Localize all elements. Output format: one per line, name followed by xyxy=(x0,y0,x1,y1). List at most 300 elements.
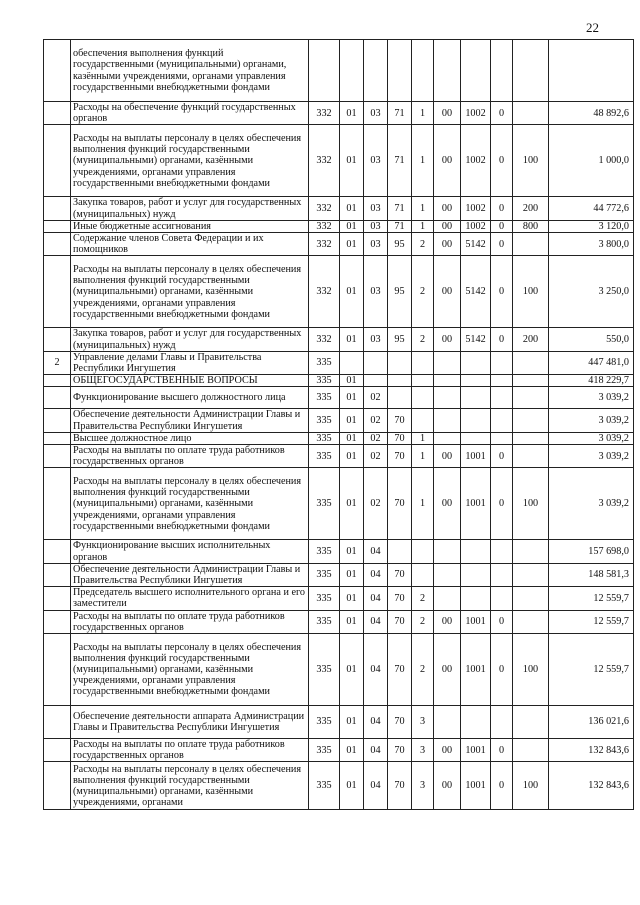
row-code-cell: 332 xyxy=(309,233,340,256)
row-code-cell: 1 xyxy=(412,432,434,444)
row-code-cell: 1 xyxy=(412,125,434,197)
row-code-cell: 70 xyxy=(388,762,412,810)
row-name-cell: Расходы на выплаты персоналу в целях обеспечения выполнения функций государственными (муниципальными) органами, казёнными учреждениями, органами управления государственными внебюджетными фондами xyxy=(71,125,309,197)
row-name-cell: Расходы на выплаты по оплате труда работников государственных органов xyxy=(71,739,309,762)
table-row xyxy=(44,762,634,810)
row-code-cell: 332 xyxy=(309,220,340,232)
row-code-cell xyxy=(513,445,549,468)
row-code-cell xyxy=(513,739,549,762)
row-code-cell: 0 xyxy=(491,739,513,762)
row-code-cell xyxy=(491,375,513,387)
row-index-cell xyxy=(44,125,71,197)
row-code-cell: 1001 xyxy=(461,634,491,706)
row-code-cell: 01 xyxy=(340,328,364,351)
table-row xyxy=(44,220,634,232)
row-code-cell: 1001 xyxy=(461,762,491,810)
row-code-cell: 1001 xyxy=(461,610,491,633)
row-index-cell xyxy=(44,540,71,563)
row-code-cell: 332 xyxy=(309,328,340,351)
table-row xyxy=(44,610,634,633)
row-amount-cell: 148 581,3 xyxy=(549,563,634,586)
row-code-cell: 01 xyxy=(340,409,364,432)
row-code-cell: 01 xyxy=(340,445,364,468)
row-code-cell xyxy=(434,375,461,387)
row-code-cell: 335 xyxy=(309,587,340,610)
row-code-cell: 00 xyxy=(434,739,461,762)
row-amount-cell: 132 843,6 xyxy=(549,762,634,810)
row-code-cell: 01 xyxy=(340,233,364,256)
row-code-cell xyxy=(434,409,461,432)
row-code-cell xyxy=(491,587,513,610)
row-index-cell xyxy=(44,40,71,102)
row-code-cell xyxy=(491,409,513,432)
row-code-cell: 01 xyxy=(340,540,364,563)
row-code-cell: 01 xyxy=(340,432,364,444)
row-name-cell: Иные бюджетные ассигнования xyxy=(71,220,309,232)
row-code-cell: 95 xyxy=(388,233,412,256)
row-amount-cell: 3 039,2 xyxy=(549,387,634,409)
row-code-cell xyxy=(434,40,461,102)
row-code-cell xyxy=(461,40,491,102)
row-code-cell: 1 xyxy=(412,445,434,468)
row-index-cell xyxy=(44,256,71,328)
row-code-cell: 332 xyxy=(309,125,340,197)
row-code-cell xyxy=(491,540,513,563)
row-code-cell: 0 xyxy=(491,468,513,540)
row-code-cell xyxy=(461,706,491,739)
row-index-cell xyxy=(44,409,71,432)
row-code-cell: 03 xyxy=(364,125,388,197)
row-code-cell: 04 xyxy=(364,540,388,563)
row-code-cell: 01 xyxy=(340,102,364,125)
row-code-cell: 01 xyxy=(340,197,364,220)
row-code-cell xyxy=(513,387,549,409)
row-code-cell: 335 xyxy=(309,540,340,563)
row-code-cell: 335 xyxy=(309,387,340,409)
row-amount-cell: 12 559,7 xyxy=(549,587,634,610)
row-code-cell: 02 xyxy=(364,445,388,468)
row-code-cell: 332 xyxy=(309,256,340,328)
row-code-cell xyxy=(434,387,461,409)
row-code-cell xyxy=(364,375,388,387)
row-code-cell: 70 xyxy=(388,706,412,739)
row-code-cell: 01 xyxy=(340,375,364,387)
row-code-cell xyxy=(513,563,549,586)
row-code-cell: 1 xyxy=(412,197,434,220)
row-code-cell: 1 xyxy=(412,102,434,125)
row-amount-cell: 3 039,2 xyxy=(549,445,634,468)
row-code-cell xyxy=(461,540,491,563)
row-amount-cell: 3 039,2 xyxy=(549,468,634,540)
row-code-cell: 800 xyxy=(513,220,549,232)
row-code-cell xyxy=(513,375,549,387)
row-code-cell: 71 xyxy=(388,220,412,232)
row-name-cell: Закупка товаров, работ и услуг для государственных (муниципальных) нужд xyxy=(71,328,309,351)
row-index-cell xyxy=(44,468,71,540)
row-amount-cell: 136 021,6 xyxy=(549,706,634,739)
row-code-cell: 100 xyxy=(513,468,549,540)
table-row xyxy=(44,409,634,432)
row-code-cell: 04 xyxy=(364,587,388,610)
row-code-cell: 95 xyxy=(388,256,412,328)
row-code-cell xyxy=(513,540,549,563)
table-row xyxy=(44,102,634,125)
row-name-cell: Содержание членов Совета Федерации и их помощников xyxy=(71,233,309,256)
row-index-cell xyxy=(44,102,71,125)
row-code-cell: 01 xyxy=(340,125,364,197)
row-name-cell: Расходы на выплаты по оплате труда работников государственных органов xyxy=(71,610,309,633)
row-amount-cell xyxy=(549,40,634,102)
page-number: 22 xyxy=(586,20,599,35)
row-code-cell: 0 xyxy=(491,102,513,125)
row-code-cell: 04 xyxy=(364,739,388,762)
table-row xyxy=(44,197,634,220)
row-code-cell: 00 xyxy=(434,328,461,351)
row-code-cell: 95 xyxy=(388,328,412,351)
row-code-cell: 70 xyxy=(388,739,412,762)
row-code-cell: 2 xyxy=(412,634,434,706)
table-row xyxy=(44,387,634,409)
row-code-cell: 200 xyxy=(513,197,549,220)
row-code-cell: 02 xyxy=(364,409,388,432)
row-code-cell: 04 xyxy=(364,634,388,706)
row-name-cell: Функционирование высших исполнительных органов xyxy=(71,540,309,563)
row-code-cell: 2 xyxy=(412,610,434,633)
row-code-cell xyxy=(388,387,412,409)
table-row xyxy=(44,634,634,706)
row-code-cell: 02 xyxy=(364,387,388,409)
row-name-cell: Расходы на выплаты персоналу в целях обеспечения выполнения функций государственными (муниципальными) органами, казёнными учреждениями, органами xyxy=(71,762,309,810)
row-code-cell: 00 xyxy=(434,220,461,232)
row-code-cell: 71 xyxy=(388,197,412,220)
row-code-cell: 1002 xyxy=(461,102,491,125)
row-name-cell: ОБЩЕГОСУДАРСТВЕННЫЕ ВОПРОСЫ xyxy=(71,375,309,387)
row-code-cell xyxy=(434,706,461,739)
row-code-cell: 1 xyxy=(412,220,434,232)
row-code-cell xyxy=(388,375,412,387)
row-code-cell: 0 xyxy=(491,256,513,328)
row-amount-cell: 44 772,6 xyxy=(549,197,634,220)
row-code-cell: 01 xyxy=(340,468,364,540)
row-index-cell xyxy=(44,375,71,387)
row-code-cell: 00 xyxy=(434,197,461,220)
row-code-cell: 71 xyxy=(388,102,412,125)
row-code-cell: 04 xyxy=(364,706,388,739)
row-code-cell: 1002 xyxy=(461,197,491,220)
row-code-cell xyxy=(412,40,434,102)
table-row xyxy=(44,445,634,468)
row-index-cell xyxy=(44,587,71,610)
row-code-cell: 70 xyxy=(388,432,412,444)
row-code-cell xyxy=(309,40,340,102)
table-row xyxy=(44,328,634,351)
row-amount-cell: 3 039,2 xyxy=(549,409,634,432)
table-row xyxy=(44,540,634,563)
table-row xyxy=(44,233,634,256)
row-code-cell: 100 xyxy=(513,125,549,197)
row-amount-cell: 12 559,7 xyxy=(549,610,634,633)
row-name-cell: Председатель высшего исполнительного органа и его заместители xyxy=(71,587,309,610)
row-code-cell xyxy=(461,563,491,586)
row-code-cell: 01 xyxy=(340,739,364,762)
row-code-cell xyxy=(461,409,491,432)
row-code-cell xyxy=(412,409,434,432)
row-amount-cell: 447 481,0 xyxy=(549,351,634,374)
row-code-cell: 00 xyxy=(434,468,461,540)
row-code-cell: 01 xyxy=(340,587,364,610)
row-code-cell xyxy=(513,40,549,102)
row-code-cell: 70 xyxy=(388,409,412,432)
row-code-cell: 70 xyxy=(388,563,412,586)
row-code-cell xyxy=(461,375,491,387)
row-code-cell: 332 xyxy=(309,102,340,125)
row-code-cell: 2 xyxy=(412,587,434,610)
row-code-cell: 0 xyxy=(491,610,513,633)
row-code-cell: 2 xyxy=(412,256,434,328)
row-name-cell: Закупка товаров, работ и услуг для государственных (муниципальных) нужд xyxy=(71,197,309,220)
table-row xyxy=(44,351,634,374)
row-code-cell xyxy=(434,432,461,444)
row-code-cell: 0 xyxy=(491,328,513,351)
table-row xyxy=(44,256,634,328)
row-index-cell xyxy=(44,445,71,468)
row-amount-cell: 1 000,0 xyxy=(549,125,634,197)
table-row xyxy=(44,468,634,540)
row-code-cell: 0 xyxy=(491,634,513,706)
row-code-cell: 1001 xyxy=(461,739,491,762)
row-code-cell xyxy=(491,432,513,444)
row-code-cell: 03 xyxy=(364,102,388,125)
row-code-cell: 00 xyxy=(434,256,461,328)
row-code-cell xyxy=(491,40,513,102)
row-code-cell: 02 xyxy=(364,432,388,444)
row-code-cell xyxy=(491,706,513,739)
row-code-cell xyxy=(513,233,549,256)
row-code-cell: 1 xyxy=(412,468,434,540)
row-index-cell xyxy=(44,328,71,351)
row-name-cell: Обеспечение деятельности Администрации Главы и Правительства Республики Ингушетия xyxy=(71,563,309,586)
row-code-cell xyxy=(513,706,549,739)
row-name-cell: Управление делами Главы и Правительства Республики Ингушетия xyxy=(71,351,309,374)
row-name-cell: Функционирование высшего должностного лица xyxy=(71,387,309,409)
row-code-cell xyxy=(340,40,364,102)
row-code-cell: 00 xyxy=(434,634,461,706)
row-name-cell: Обеспечение деятельности аппарата Администрации Главы и Правительства Республики Ингушетия xyxy=(71,706,309,739)
row-code-cell: 03 xyxy=(364,256,388,328)
row-code-cell: 03 xyxy=(364,328,388,351)
row-code-cell: 01 xyxy=(340,220,364,232)
row-code-cell: 335 xyxy=(309,468,340,540)
row-code-cell: 2 xyxy=(412,233,434,256)
row-code-cell: 01 xyxy=(340,706,364,739)
row-code-cell: 03 xyxy=(364,220,388,232)
table-row xyxy=(44,587,634,610)
row-code-cell: 5142 xyxy=(461,256,491,328)
row-code-cell xyxy=(513,587,549,610)
row-amount-cell: 3 039,2 xyxy=(549,432,634,444)
row-code-cell: 332 xyxy=(309,197,340,220)
row-amount-cell: 3 120,0 xyxy=(549,220,634,232)
row-code-cell: 335 xyxy=(309,563,340,586)
row-code-cell xyxy=(461,432,491,444)
row-code-cell: 00 xyxy=(434,445,461,468)
row-code-cell xyxy=(364,351,388,374)
row-code-cell xyxy=(491,351,513,374)
table-row xyxy=(44,739,634,762)
row-index-cell: 2 xyxy=(44,351,71,374)
row-code-cell xyxy=(434,563,461,586)
row-code-cell xyxy=(491,387,513,409)
row-code-cell: 00 xyxy=(434,125,461,197)
row-code-cell: 03 xyxy=(364,197,388,220)
row-code-cell: 3 xyxy=(412,706,434,739)
row-index-cell xyxy=(44,739,71,762)
row-code-cell xyxy=(340,351,364,374)
row-code-cell: 335 xyxy=(309,445,340,468)
row-name-cell: Расходы на выплаты по оплате труда работников государственных органов xyxy=(71,445,309,468)
row-code-cell: 335 xyxy=(309,706,340,739)
row-code-cell: 00 xyxy=(434,762,461,810)
row-code-cell: 100 xyxy=(513,762,549,810)
row-code-cell: 5142 xyxy=(461,328,491,351)
row-code-cell: 335 xyxy=(309,409,340,432)
row-code-cell: 335 xyxy=(309,739,340,762)
row-code-cell: 335 xyxy=(309,375,340,387)
row-index-cell xyxy=(44,634,71,706)
row-amount-cell: 3 250,0 xyxy=(549,256,634,328)
row-code-cell xyxy=(412,387,434,409)
row-code-cell: 5142 xyxy=(461,233,491,256)
row-code-cell: 2 xyxy=(412,328,434,351)
row-code-cell xyxy=(434,540,461,563)
row-name-cell: Расходы на выплаты персоналу в целях обеспечения выполнения функций государственными (муниципальными) органами, казёнными учреждениями, органами управления государственными внебюджетными фондами xyxy=(71,468,309,540)
row-code-cell: 70 xyxy=(388,445,412,468)
row-code-cell xyxy=(513,432,549,444)
row-code-cell xyxy=(412,563,434,586)
row-amount-cell: 48 892,6 xyxy=(549,102,634,125)
row-code-cell: 04 xyxy=(364,563,388,586)
row-code-cell: 01 xyxy=(340,563,364,586)
row-code-cell xyxy=(513,610,549,633)
row-code-cell: 100 xyxy=(513,634,549,706)
row-code-cell xyxy=(412,540,434,563)
row-code-cell: 01 xyxy=(340,610,364,633)
row-code-cell: 0 xyxy=(491,197,513,220)
row-code-cell: 02 xyxy=(364,468,388,540)
row-index-cell xyxy=(44,387,71,409)
row-code-cell: 3 xyxy=(412,762,434,810)
row-code-cell xyxy=(388,40,412,102)
row-amount-cell: 418 229,7 xyxy=(549,375,634,387)
table-row xyxy=(44,563,634,586)
row-code-cell: 3 xyxy=(412,739,434,762)
row-index-cell xyxy=(44,432,71,444)
row-code-cell xyxy=(461,351,491,374)
row-code-cell xyxy=(513,409,549,432)
row-code-cell: 70 xyxy=(388,468,412,540)
row-code-cell: 1001 xyxy=(461,445,491,468)
row-code-cell: 1002 xyxy=(461,220,491,232)
row-code-cell xyxy=(434,351,461,374)
row-code-cell: 00 xyxy=(434,102,461,125)
row-code-cell: 1001 xyxy=(461,468,491,540)
row-code-cell: 70 xyxy=(388,634,412,706)
row-code-cell xyxy=(364,40,388,102)
row-code-cell: 70 xyxy=(388,610,412,633)
row-index-cell xyxy=(44,762,71,810)
row-code-cell: 0 xyxy=(491,125,513,197)
row-code-cell: 335 xyxy=(309,762,340,810)
row-name-cell: обеспечения выполнения функций государственными (муниципальными) органами, казёнными учреждениями, органами управления государственными внебюджетными фондами xyxy=(71,40,309,102)
row-code-cell xyxy=(461,587,491,610)
row-code-cell: 00 xyxy=(434,610,461,633)
row-code-cell: 335 xyxy=(309,634,340,706)
row-index-cell xyxy=(44,233,71,256)
row-index-cell xyxy=(44,706,71,739)
row-amount-cell: 550,0 xyxy=(549,328,634,351)
row-code-cell: 71 xyxy=(388,125,412,197)
row-index-cell xyxy=(44,220,71,232)
row-code-cell: 00 xyxy=(434,233,461,256)
row-code-cell: 335 xyxy=(309,432,340,444)
row-code-cell: 335 xyxy=(309,610,340,633)
row-code-cell: 100 xyxy=(513,256,549,328)
row-amount-cell: 132 843,6 xyxy=(549,739,634,762)
row-code-cell: 70 xyxy=(388,587,412,610)
row-code-cell: 01 xyxy=(340,762,364,810)
row-code-cell: 04 xyxy=(364,610,388,633)
table-row xyxy=(44,125,634,197)
row-name-cell: Расходы на выплаты персоналу в целях обеспечения выполнения функций государственными (муниципальными) органами, казёнными учреждениями, органами управления государственными внебюджетными фондами xyxy=(71,256,309,328)
row-amount-cell: 12 559,7 xyxy=(549,634,634,706)
row-code-cell: 01 xyxy=(340,634,364,706)
row-name-cell: Обеспечение деятельности Администрации Главы и Правительства Республики Ингушетия xyxy=(71,409,309,432)
table-row xyxy=(44,432,634,444)
row-amount-cell: 157 698,0 xyxy=(549,540,634,563)
row-code-cell xyxy=(388,540,412,563)
row-code-cell: 335 xyxy=(309,351,340,374)
row-code-cell: 03 xyxy=(364,233,388,256)
row-index-cell xyxy=(44,563,71,586)
table-row xyxy=(44,706,634,739)
row-code-cell: 0 xyxy=(491,762,513,810)
row-code-cell xyxy=(461,387,491,409)
row-code-cell xyxy=(412,351,434,374)
row-code-cell xyxy=(388,351,412,374)
row-name-cell: Высшее должностное лицо xyxy=(71,432,309,444)
row-code-cell: 1002 xyxy=(461,125,491,197)
row-code-cell: 200 xyxy=(513,328,549,351)
row-code-cell xyxy=(491,563,513,586)
row-code-cell: 01 xyxy=(340,256,364,328)
row-code-cell: 0 xyxy=(491,233,513,256)
budget-table xyxy=(43,39,634,810)
row-code-cell: 01 xyxy=(340,387,364,409)
row-code-cell xyxy=(513,102,549,125)
row-code-cell: 0 xyxy=(491,220,513,232)
row-code-cell xyxy=(434,587,461,610)
row-amount-cell: 3 800,0 xyxy=(549,233,634,256)
row-name-cell: Расходы на выплаты персоналу в целях обеспечения выполнения функций государственными (муниципальными) органами, казёнными учреждениями, органами управления государственными внебюджетными фондами xyxy=(71,634,309,706)
row-code-cell xyxy=(513,351,549,374)
row-code-cell: 04 xyxy=(364,762,388,810)
row-index-cell xyxy=(44,610,71,633)
row-index-cell xyxy=(44,197,71,220)
table-row xyxy=(44,40,634,102)
row-code-cell xyxy=(412,375,434,387)
row-name-cell: Расходы на обеспечение функций государственных органов xyxy=(71,102,309,125)
row-code-cell: 0 xyxy=(491,445,513,468)
